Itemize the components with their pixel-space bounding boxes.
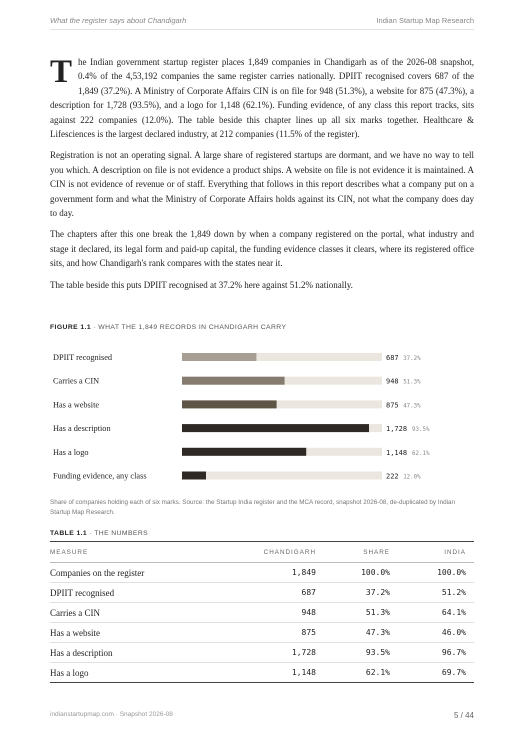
share-label: 51.3% — [403, 379, 421, 386]
bar — [182, 377, 285, 385]
table-row — [50, 603, 474, 623]
count-label: 1,728 — [386, 425, 408, 434]
category-label: Has a website — [53, 400, 100, 410]
header-india: INDIA — [398, 542, 474, 563]
share-label: 12.0% — [403, 474, 421, 481]
row-india: 64.1% — [398, 603, 474, 623]
row-share: 62.1% — [324, 663, 398, 683]
table-title: · THE NUMBERS — [89, 530, 149, 537]
row-india: 69.7% — [398, 663, 474, 683]
row-share: 100.0% — [324, 563, 398, 583]
figure-caption — [50, 324, 286, 331]
paragraph-1 — [50, 55, 474, 141]
row-chandigarh: 1,728 — [240, 643, 324, 663]
bar — [182, 472, 206, 480]
table-row — [50, 623, 474, 643]
chapter-body — [50, 55, 474, 299]
row-share: 37.2% — [324, 583, 398, 603]
paragraph-2: Registration is not an operating signal. A large share of registered startups are dormant, and we have no way to tell you which. A description on file is not evidence a product ships. A website on file is not evidence it is maintained. A CIN is not evidence of revenue or of staff. Everything that follows in this report describes what a company put on a government form and what the Ministry of Corporate Affairs holds against its CIN, not what the company does day to day. — [50, 150, 474, 219]
row-measure: Carries a CIN — [50, 603, 240, 623]
header-chandigarh: CHANDIGARH — [240, 542, 324, 563]
category-label: Funding evidence, any class — [53, 471, 147, 481]
row-measure: Has a logo — [50, 663, 240, 683]
row-india: 46.0% — [398, 623, 474, 643]
category-label: Has a logo — [53, 447, 89, 457]
header-measure: MEASURE — [50, 542, 240, 563]
row-measure: Has a description — [50, 643, 240, 663]
table-caption — [50, 530, 148, 537]
page-number: 5 / 44 — [453, 711, 474, 720]
table-row — [50, 563, 474, 583]
bar-track — [182, 472, 382, 480]
row-share: 93.5% — [324, 643, 398, 663]
share-label: 47.3% — [403, 403, 421, 410]
row-india: 51.2% — [398, 583, 474, 603]
row-share: 51.3% — [324, 603, 398, 623]
category-label: Carries a CIN — [53, 376, 100, 386]
row-chandigarh: 687 — [240, 583, 324, 603]
row-india: 96.7% — [398, 643, 474, 663]
table-row — [50, 643, 474, 663]
running-head-publication: Indian Startup Map Research — [376, 16, 474, 25]
running-head-chapter: What the register says about Chandigarh — [50, 16, 187, 25]
page-footer — [50, 711, 474, 718]
running-head — [50, 13, 474, 30]
row-measure: Has a website — [50, 623, 240, 643]
numbers-table — [50, 541, 474, 683]
count-label: 222 — [386, 472, 399, 481]
paragraph-3: The chapters after this one break the 1,849 down by when a company registered on the portal, what industry and stage it declared, its legal form and paid-up capital, the funding evidence classes it clears, where its registered office sits, and how Chandigarh's rank compares with the states near it. — [50, 229, 474, 269]
share-label: 37.2% — [403, 356, 421, 362]
table-row — [50, 663, 474, 683]
figure-label: FIGURE 1.1 — [50, 324, 92, 331]
category-label: Has a description — [53, 424, 111, 434]
row-share: 47.3% — [324, 623, 398, 643]
figure-chart — [50, 344, 474, 492]
category-label: DPIIT recognised — [53, 353, 113, 362]
bar — [182, 400, 277, 408]
paragraph-1-text: he Indian government startup register places 1,849 companies in Chandigarh as of the 2026-08 snapshot, 0.4% of the 4,53,192 companies the same register carries nationally. DPIIT recognised covers 687 of the 1,849 (37.2%). A Ministry of Corporate Affairs CIN is on file for 948 (51.3%), a website for 875 (47.3%), a description for 1,728 (93.5%), and a logo for 1,148 (62.1%). Funding evidence, of any class this report tracks, sits against 222 companies (12.0%). The table beside this chapter lines up all six marks together. Healthcare & Lifesciences is the largest declared industry, at 212 companies (11.5% of the register). — [50, 57, 474, 140]
count-label: 1,148 — [386, 448, 408, 457]
bar — [182, 424, 369, 432]
row-chandigarh: 875 — [240, 623, 324, 643]
row-chandigarh: 1,148 — [240, 663, 324, 683]
figure-note: Share of companies holding each of six marks. Source: the Startup India register and the MCA record, snapshot 2026-08, de-duplicated by Indian Startup Map Research. — [50, 499, 455, 516]
share-label: 62.1% — [412, 450, 430, 457]
row-chandigarh: 1,849 — [240, 563, 324, 583]
drop-cap: T — [50, 54, 73, 90]
count-label: 687 — [386, 354, 399, 362]
row-chandigarh: 948 — [240, 603, 324, 623]
table-label: TABLE 1.1 — [50, 530, 88, 537]
row-measure: DPIIT recognised — [50, 583, 240, 603]
paragraph-4: The table beside this puts DPIIT recognised at 37.2% here against 51.2% nationally. — [50, 279, 353, 290]
share-label: 93.5% — [412, 427, 430, 434]
count-label: 875 — [386, 401, 399, 410]
row-india: 100.0% — [398, 563, 474, 583]
bar — [182, 448, 306, 456]
table-row — [50, 583, 474, 603]
bar — [182, 353, 256, 361]
count-label: 948 — [386, 377, 399, 386]
figure-title: · WHAT THE 1,849 RECORDS IN CHANDIGARH CARRY — [93, 324, 287, 331]
footer-source: indianstartupmap.com · Snapshot 2026-08 — [50, 711, 173, 718]
bar-chart — [50, 344, 474, 492]
row-measure: Companies on the register — [50, 563, 240, 583]
table-header-row — [50, 542, 474, 563]
header-share: SHARE — [324, 542, 398, 563]
